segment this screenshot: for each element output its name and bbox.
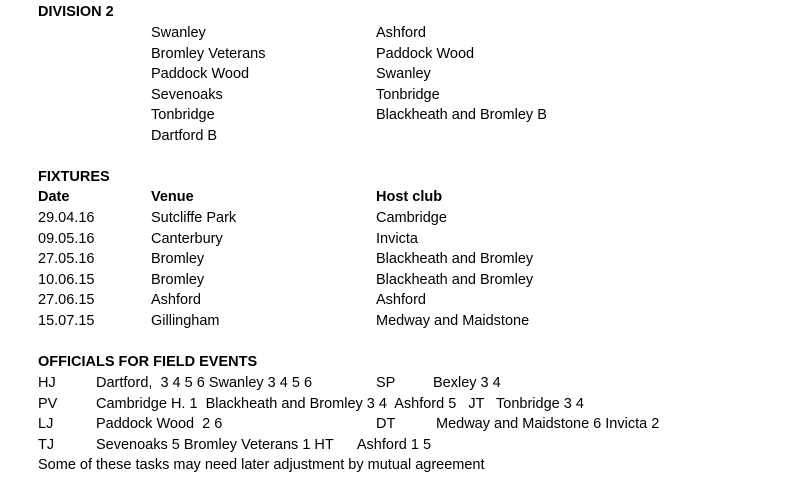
fixture-host: Medway and Maidstone [376,313,530,329]
fixture-host: Blackheath and Bromley [376,251,534,267]
division-team: Ashford [376,25,426,41]
fixture-host: Ashford [376,292,426,308]
division-team: Paddock Wood [376,46,475,62]
officials-heading: OFFICIALS FOR FIELD EVENTS [38,354,258,370]
fixture-venue: Canterbury [151,231,223,247]
division-team: Blackheath and Bromley B [376,107,547,123]
fixtures-header-date: Date [38,189,70,205]
fixture-date: 27.06.15 [38,292,95,308]
fixture-host: Invicta [376,231,418,247]
division-team: Tonbridge [376,87,440,103]
division-team: Dartford B [151,128,218,144]
fixture-venue: Gillingham [151,313,220,329]
event-code-lj: LJ [38,416,54,432]
officials-note: Some of these tasks may need later adjustment by mutual agreement [38,457,485,473]
division-team: Bromley Veterans [151,46,266,62]
fixture-venue: Bromley [151,272,205,288]
fixture-host: Cambridge [376,210,447,226]
fixture-date: 29.04.16 [38,210,95,226]
fixture-host: Blackheath and Bromley [376,272,534,288]
fixture-venue: Bromley [151,251,205,267]
event-code-dt: DT [376,416,396,432]
division-team: Swanley [376,66,431,82]
fixture-date: 15.07.15 [38,313,95,329]
fixture-date: 10.06.15 [38,272,95,288]
event-officials-tj: Sevenoaks 5 Bromley Veterans 1 HT Ashford 1 5 [96,437,432,453]
fixture-venue: Ashford [151,292,201,308]
fixture-date: 27.05.16 [38,251,95,267]
fixture-venue: Sutcliffe Park [151,210,237,226]
event-officials-sp: Bexley 3 4 [433,375,501,391]
fixtures-heading: FIXTURES [38,169,110,185]
division-team: Sevenoaks [151,87,223,103]
event-officials-dt: Medway and Maidstone 6 Invicta 2 [436,416,660,432]
event-officials-hj: Dartford, 3 4 5 6 Swanley 3 4 5 6 [96,375,313,391]
event-officials-pv: Cambridge H. 1 Blackheath and Bromley 3 4 Ashford 5 JT Tonbridge 3 4 [96,396,584,412]
division-team: Swanley [151,25,206,41]
event-code-tj: TJ [38,437,55,453]
division-heading: DIVISION 2 [38,4,114,20]
division-team: Paddock Wood [151,66,250,82]
event-code-hj: HJ [38,375,56,391]
event-officials-lj: Paddock Wood 2 6 [96,416,223,432]
fixtures-header-venue: Venue [151,189,194,205]
fixture-date: 09.05.16 [38,231,95,247]
fixtures-header-host: Host club [376,189,443,205]
event-code-pv: PV [38,396,58,412]
division-team: Tonbridge [151,107,215,123]
event-code-sp: SP [376,375,396,391]
